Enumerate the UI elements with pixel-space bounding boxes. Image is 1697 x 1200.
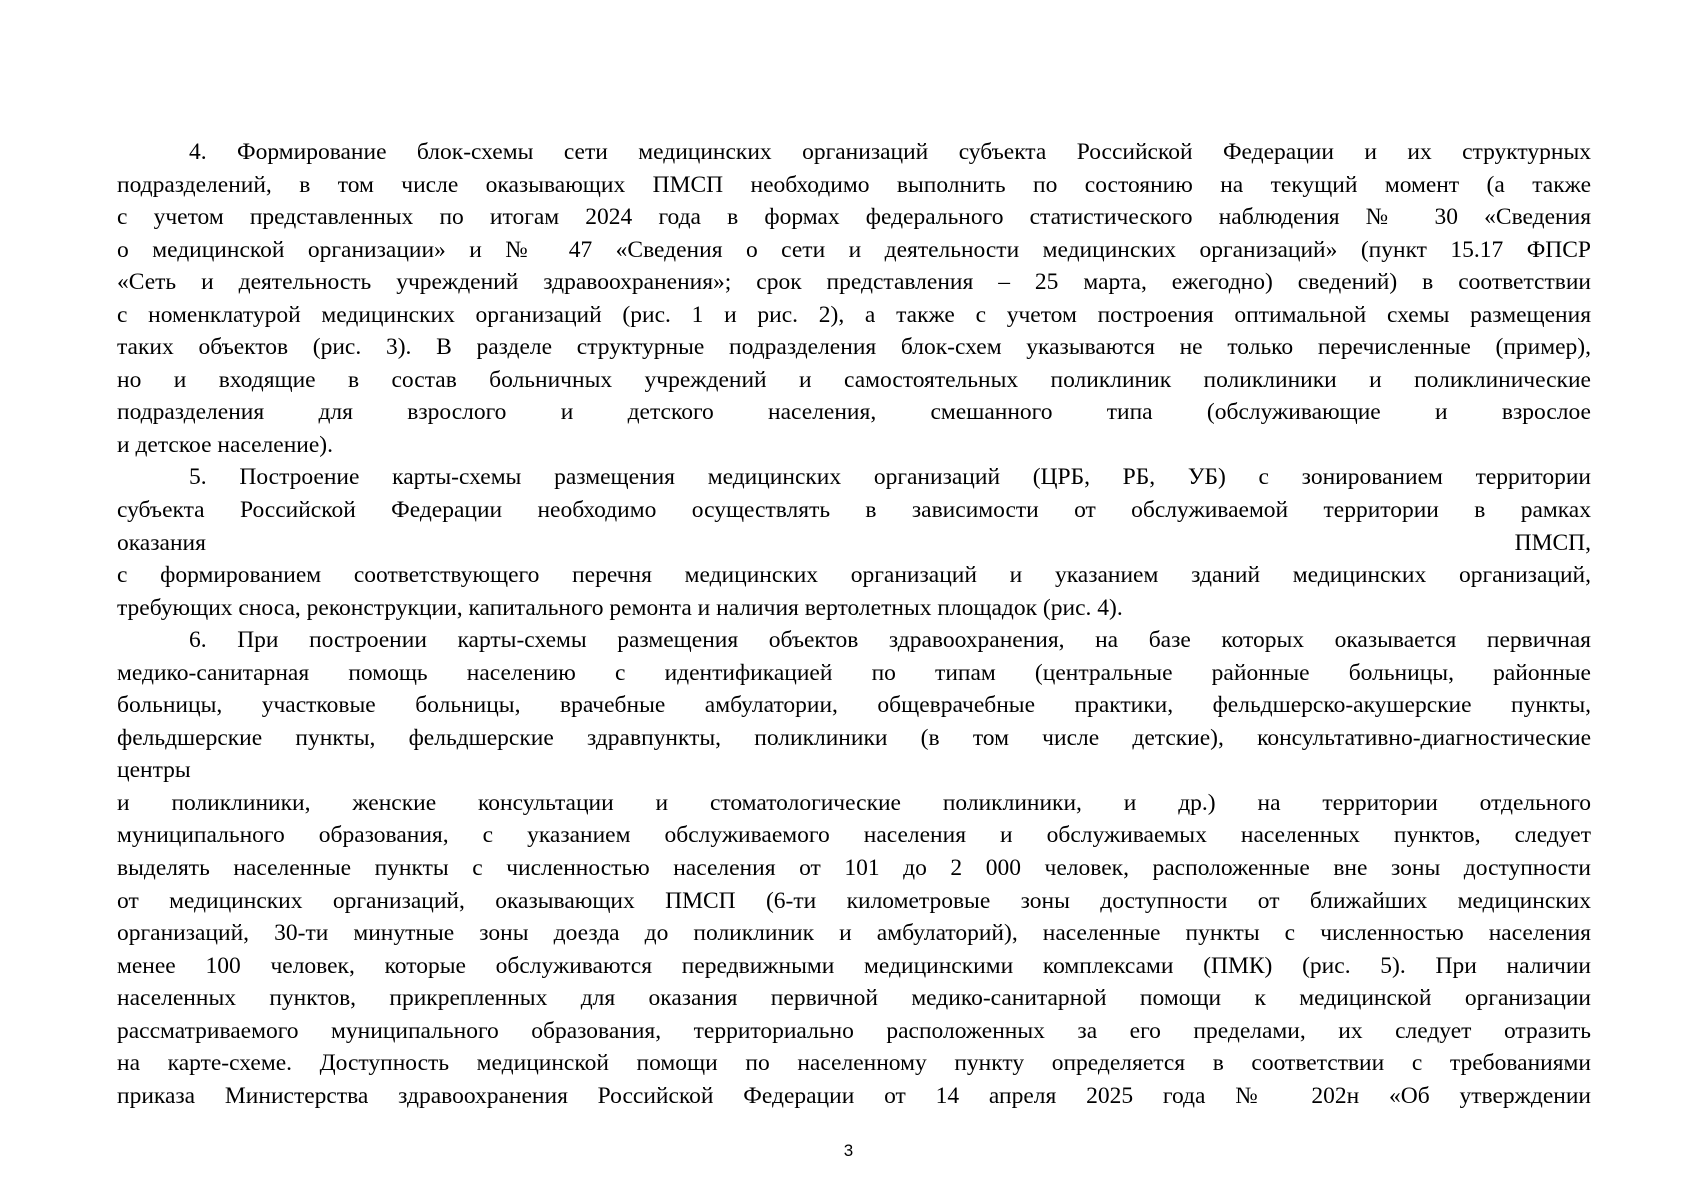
text-line: муниципального образования, с указанием обслуживаемого населения и обслуживаемых населенных пунктов, следует	[117, 822, 1591, 849]
text-line: «Сеть и деятельность учреждений здравоохранения»; срок представления – 25 марта, ежегодно) сведений) в соответствии	[117, 269, 1591, 296]
document-body	[117, 136, 1591, 1112]
paragraph-4	[117, 136, 1591, 461]
text-line: но и входящие в состав больничных учреждений и самостоятельных поликлиник поликлиники и поликлинические	[117, 366, 1591, 393]
text-line: выделять населенные пункты с численностью населения от 101 до 2 000 человек, расположенные вне зоны доступности	[117, 855, 1591, 882]
text-line: подразделения для взрослого и детского населения, смешанного типа (обслуживающие и взрослое	[117, 399, 1591, 426]
text-line: оказания ПМСП,	[117, 529, 1591, 556]
text-line: медико-санитарная помощь населению с идентификацией по типам (центральные районные больницы, районные	[117, 659, 1591, 686]
text-line: таких объектов (рис. 3). В разделе структурные подразделения блок-схем указываются не только перечисленные (пример),	[117, 334, 1591, 361]
text-line: с номенклатурой медицинских организаций (рис. 1 и рис. 2), а также с учетом построения оптимальной схемы размещения	[117, 301, 1591, 328]
text-line: с формированием соответствующего перечня медицинских организаций и указанием зданий медицинских организаций,	[117, 562, 1591, 589]
text-line: на карте-схеме. Доступность медицинской помощи по населенному пункту определяется в соответствии с требованиями	[117, 1050, 1591, 1077]
text-line: и поликлиники, женские консультации и стоматологические поликлиники, и др.) на территории отдельного	[117, 789, 1591, 816]
text-line: центры	[117, 757, 191, 784]
page-number: 3	[843, 1141, 854, 1160]
text-line: организаций, 30-ти минутные зоны доезда до поликлиник и амбулаторий), населенные пункты с численностью населения	[117, 920, 1591, 947]
paragraph-6	[117, 624, 1591, 1112]
text-line: 5. Построение карты-схемы размещения медицинских организаций (ЦРБ, РБ, УБ) с зонированием территории	[189, 464, 1591, 491]
text-line: с учетом представленных по итогам 2024 года в формах федерального статистического наблюдения № 30 «Сведения	[117, 204, 1591, 231]
text-line: и детское население).	[117, 431, 333, 458]
text-line: приказа Министерства здравоохранения Российской Федерации от 14 апреля 2025 года № 202н «Об утверждении	[117, 1082, 1591, 1109]
text-line: субъекта Российской Федерации необходимо осуществлять в зависимости от обслуживаемой территории в рамках	[117, 497, 1591, 524]
paragraph-5	[117, 461, 1591, 624]
text-line: требующих сноса, реконструкции, капитального ремонта и наличия вертолетных площадок (рис. 4).	[117, 594, 1123, 621]
text-line: менее 100 человек, которые обслуживаются передвижными медицинскими комплексами (ПМК) (рис. 5). При наличии	[117, 952, 1591, 979]
text-line: населенных пунктов, прикрепленных для оказания первичной медико-санитарной помощи к медицинской организации	[117, 985, 1591, 1012]
text-line: 6. При построении карты-схемы размещения объектов здравоохранения, на базе которых оказывается первичная	[189, 627, 1591, 654]
text-line: рассматриваемого муниципального образования, территориально расположенных за его пределами, их следует отразить	[117, 1017, 1591, 1044]
text-line: фельдшерские пункты, фельдшерские здравпункты, поликлиники (в том числе детские), консультативно-диагностические	[117, 724, 1591, 751]
text-line: больницы, участковые больницы, врачебные амбулатории, общеврачебные практики, фельдшерско-акушерские пункты,	[117, 692, 1591, 719]
text-line: от медицинских организаций, оказывающих ПМСП (6-ти километровые зоны доступности от ближайших медицинских	[117, 887, 1591, 914]
text-line: подразделений, в том числе оказывающих ПМСП необходимо выполнить по состоянию на текущий момент (а также	[117, 171, 1591, 198]
text-line: о медицинской организации» и № 47 «Сведения о сети и деятельности медицинских организаций» (пункт 15.17 ФПСР	[117, 236, 1591, 263]
text-line: 4. Формирование блок-схемы сети медицинских организаций субъекта Российской Федерации и их структурных	[189, 139, 1591, 165]
